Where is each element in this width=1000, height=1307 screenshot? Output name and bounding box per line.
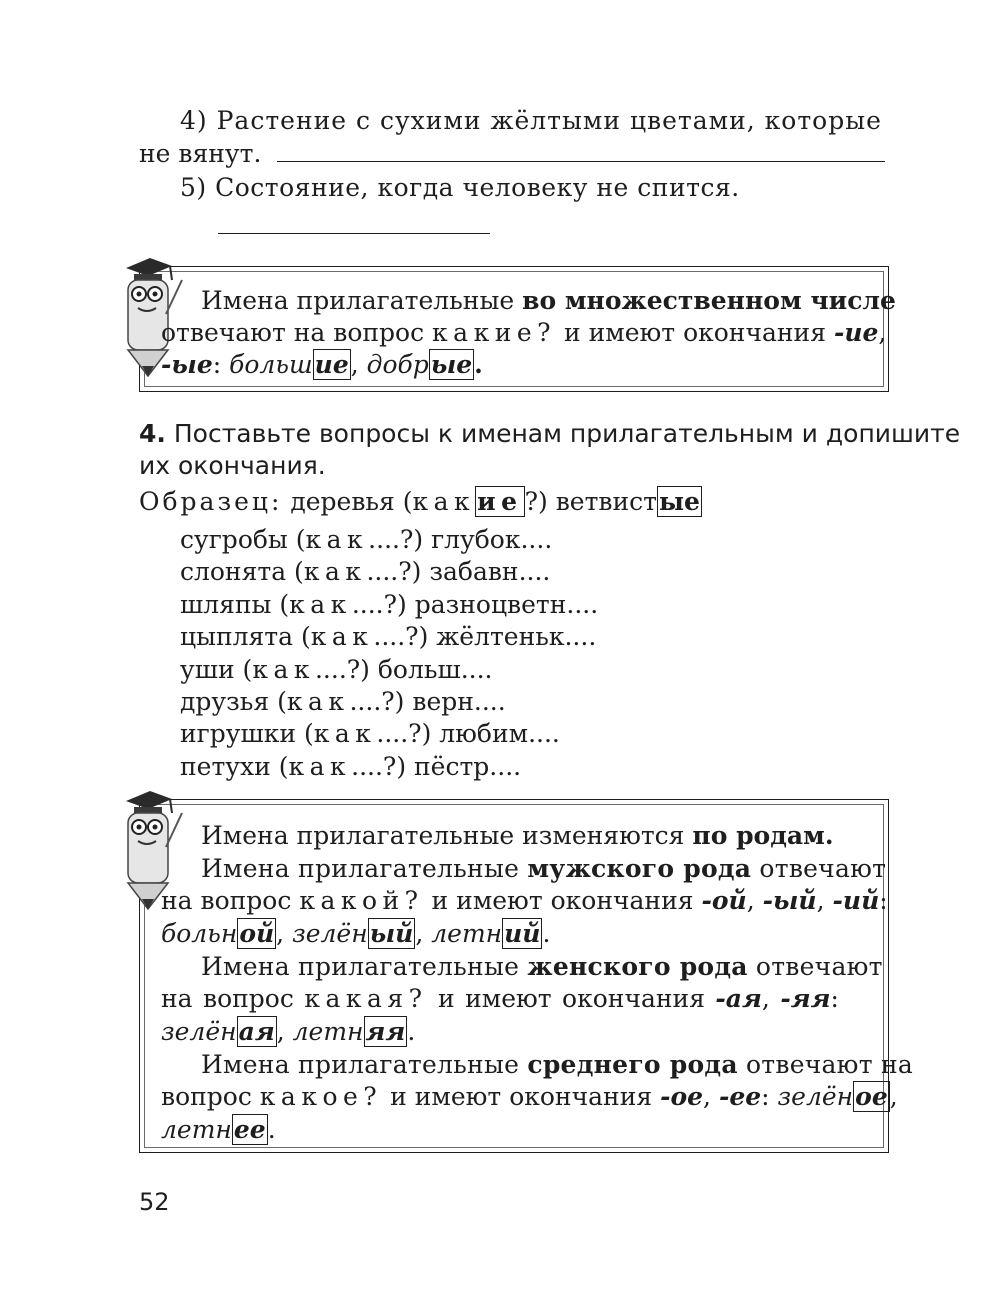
exercise-item [180,718,560,750]
exercise-item [180,751,521,783]
question-word: как [286,687,350,716]
fill-in-text[interactable]: ....?) пёстр.... [351,751,522,781]
sample-text: ?) ветвист [524,487,657,516]
question-word: какие? [432,318,557,347]
punct: : [212,350,230,379]
rule-text: отвечают на вопрос [161,318,433,347]
noun-text: уши ( [180,654,253,684]
rule2-fem-line2: на вопрос какая? и имеют окончания -ая, -яя: [161,984,839,1013]
answer-blank[interactable] [218,213,490,234]
boxed-ending: ое [855,1082,888,1111]
ending: -ый [762,886,817,915]
page-number: 52 [139,1188,170,1216]
example-word: летн [161,1115,232,1144]
boxed-ending: яя [365,1017,406,1046]
example-word: зелён [161,1017,237,1046]
ending: -ее [718,1082,762,1111]
boxed-ending: ий [504,919,541,948]
exercise-item [180,556,550,588]
rule2-neut-line2: вопрос какое? и имеют окончания -ое, -ее: зелёное, [161,1082,898,1111]
example-word: добр [366,350,429,379]
example-word: летн [292,1017,364,1046]
fill-in-text[interactable]: ....?) любим.... [376,719,560,749]
rule-text: вопрос [161,1082,260,1111]
question-word: как [288,751,352,781]
noun-text: игрушки ( [180,719,314,749]
exercise-item [180,654,493,686]
rule2-neut-line1 [201,1049,913,1081]
question-word: какой? [299,886,424,915]
question-word: как [289,589,352,619]
rule-text: Имена прилагательные [201,952,528,981]
rule-text: отвечают на [737,1050,914,1079]
noun-text: друзья ( [180,687,287,716]
exercise-item-4-text: не вянут. [139,139,262,168]
rule-highlight: по родам [692,821,825,850]
noun-text: цыплята ( [180,622,311,652]
example-word: зелён [292,919,368,948]
ending: -ые [161,350,213,379]
rule-text: и имеют окончания [556,318,834,347]
question-word: как [252,654,315,684]
rule2-neut-examples: летнее. [161,1115,276,1144]
boxed-ending: ой [239,919,275,948]
rule-highlight: женского рода [527,952,748,981]
ending: -ое [660,1082,704,1111]
fill-in-text[interactable]: ....?) больш.... [314,654,493,684]
rule-text: Имена прилагательные [201,286,523,315]
fill-in-text[interactable]: ....?) разноцветн.... [351,589,599,619]
rule-text: на вопрос [161,886,300,915]
noun-text: петухи ( [180,751,289,781]
sample-text: деревья ( [282,487,413,516]
fill-in-text[interactable]: ....?) забавн.... [366,557,551,587]
rule2-masc-line2: на вопрос какой? и имеют окончания -ой, -ый, -ий: [161,886,888,915]
instruction-text: Поставьте вопросы к именам прилагательным и допишите [173,419,961,448]
exercise-item-4-line2 [139,138,885,170]
exercise-item [180,621,596,653]
rule-text: Имена прилагательные изменяются [201,821,693,850]
boxed-ending: ие [477,487,523,516]
exercise-4-instruction-line1 [139,418,960,450]
ending: -ий [832,886,880,915]
question-word: как [305,525,369,554]
rule2-intro [201,820,834,852]
boxed-ending: ый [369,919,414,948]
ending: -ая [715,984,762,1013]
example-word: больш [229,350,313,379]
exercise-number: 4. [139,419,166,448]
rule-text: и имеют окончания [382,1082,661,1111]
rule2-masc-examples: больной, зелёный, летний. [161,919,551,948]
ending: -ой [701,886,747,915]
example-word: летн [431,919,503,948]
punct: , [878,318,887,347]
ending: -ие [833,318,879,347]
exercise-4-sample [139,486,702,518]
exercise-item [180,524,552,556]
exercise-item [180,589,598,621]
fill-in-text[interactable]: ....?) жёлтеньк.... [373,622,597,652]
punct: . [474,350,483,379]
rule1-line2 [161,317,886,349]
exercise-item [180,686,506,718]
boxed-ending: ые [430,350,473,379]
boxed-ending: ая [238,1017,275,1046]
question-word: какое? [259,1082,383,1111]
rule2-fem-line1 [201,951,883,983]
answer-blank[interactable] [277,141,885,162]
rule-text: отвечают [751,854,887,883]
rule-text: на вопрос [161,984,305,1013]
rule-text: Имена прилагательные [201,854,528,883]
boxed-ending: ее [233,1115,266,1144]
question-word: какая? [304,984,428,1013]
rule1-line1 [201,285,896,317]
ending: -яя [780,984,831,1013]
rule-text: и имеют окончания [423,886,702,915]
noun-text: слонята ( [180,557,304,587]
rule-highlight: мужского рода [527,854,752,883]
exercise-item-5: 5) Состояние, когда человеку не спится. [180,173,740,202]
rule2-masc-line1 [201,853,886,885]
example-word: больн [161,919,238,948]
rule-text: и имеют окончания [427,984,716,1013]
exercise-4-instruction-line2: их окончания. [139,451,326,480]
rule1-line3 [161,349,483,381]
noun-text: сугробы ( [180,525,306,554]
rule-text: отвечают [747,952,883,981]
sample-label: Образец: [139,487,283,516]
exercise-item-4-line1: 4) Растение с сухими жёлтыми цветами, которые [180,106,882,135]
rule-highlight: во множественном числе [522,286,896,315]
question-word: как [412,487,476,516]
question-word: как [310,622,374,652]
noun-text: шляпы ( [180,589,290,619]
rule2-fem-examples: зелёная, летняя. [161,1017,416,1046]
question-word: как [303,557,367,587]
punct: , [350,350,367,379]
boxed-ending: ые [658,487,700,516]
punct: . [824,821,834,850]
rule-highlight: среднего рода [527,1050,738,1079]
boxed-ending: ие [314,350,349,379]
fill-in-text[interactable]: ....?) верн.... [349,687,506,716]
rule-text: Имена прилагательные [201,1050,528,1079]
example-word: зелён [777,1082,854,1111]
fill-in-text[interactable]: ....?) глубок.... [368,525,553,554]
question-word: как [313,719,377,749]
